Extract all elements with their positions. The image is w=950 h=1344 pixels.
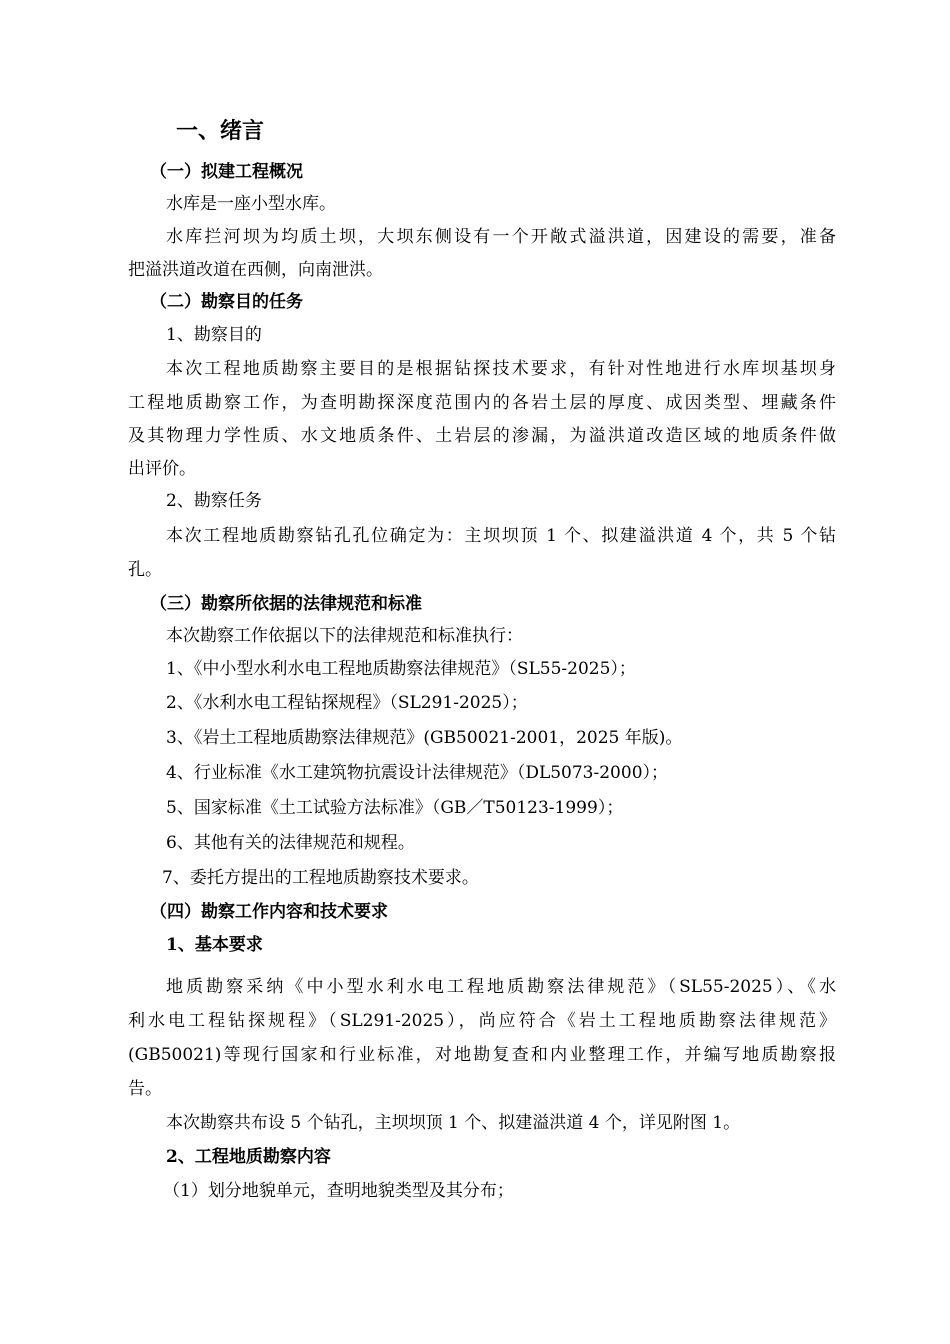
paragraph-line: (GB50021)等现行国家和行业标准，对地勘复查和内业整理工作，并编写地质勘察报 <box>128 1045 836 1065</box>
paragraph-line: 1、勘察目的 <box>166 325 262 345</box>
section-title: 一、绪言 <box>176 118 265 144</box>
paragraph-line: 本次勘察工作依据以下的法律规范和标准执行： <box>166 626 523 646</box>
paragraph-line: 利水电工程钻探规程》（SL291-2025），尚应符合《岩土工程地质勘察法律规范》 <box>128 1011 836 1031</box>
paragraph-line: 本次勘察共布设 5 个钻孔，主坝坝顶 1 个、拟建溢洪道 4 个，详见附图 1。 <box>166 1113 741 1133</box>
subsection-heading: 1、基本要求 <box>166 935 263 955</box>
paragraph-line: 本次工程地质勘察钻孔孔位确定为：主坝坝顶 1 个、拟建溢洪道 4 个，共 5 个钻 <box>166 526 836 546</box>
list-item: 6、其他有关的法律规范和规程。 <box>166 833 415 853</box>
subsection-heading: （四）勘察工作内容和技术要求 <box>150 902 388 922</box>
paragraph-line: 2、勘察任务 <box>166 491 262 511</box>
list-item: 4、行业标准《水工建筑物抗震设计法律规范》（DL5073-2000）； <box>166 763 669 783</box>
subsection-heading: 2、工程地质勘察内容 <box>166 1147 331 1167</box>
subsection-heading: （三）勘察所依据的法律规范和标准 <box>150 594 422 614</box>
paragraph-line: 水库拦河坝为均质土坝，大坝东侧设有一个开敞式溢洪道，因建设的需要，准备 <box>166 227 836 247</box>
paragraph-line: 把溢洪道改道在西侧，向南泄洪。 <box>128 260 383 280</box>
list-item: （1）划分地貌单元，查明地貌类型及其分布； <box>163 1181 514 1201</box>
subsection-heading: （一）拟建工程概况 <box>150 162 303 182</box>
subsection-heading: （二）勘察目的任务 <box>150 292 303 312</box>
paragraph-line: 及其物理力学性质、水文地质条件、土岩层的渗漏，为溢洪道改造区域的地质条件做 <box>128 426 836 446</box>
paragraph-line: 孔。 <box>128 560 162 580</box>
paragraph-line: 水库是一座小型水库。 <box>166 194 336 214</box>
paragraph-line: 出评价。 <box>128 459 196 479</box>
paragraph-line: 工程地质勘察工作，为查明勘探深度范围内的各岩土层的厚度、成因类型、埋藏条件 <box>128 393 836 413</box>
paragraph-line: 告。 <box>128 1079 162 1099</box>
list-item: 3、《岩土工程地质勘察法律规范》(GB50021-2001，2025 年版)。 <box>166 728 683 748</box>
paragraph-line: 本次工程地质勘察主要目的是根据钻探技术要求，有针对性地进行水库坝基坝身 <box>166 359 836 379</box>
list-item: 7、委托方提出的工程地质勘察技术要求。 <box>162 868 479 888</box>
list-item: 5、国家标准《土工试验方法标准》（GB／T50123-1999）； <box>166 798 624 818</box>
list-item: 1、《中小型水利水电工程地质勘察法律规范》（SL55-2025）； <box>166 659 636 679</box>
paragraph-line: 地质勘察采纳《中小型水利水电工程地质勘察法律规范》（SL55-2025）、《水 <box>166 977 836 997</box>
list-item: 2、《水利水电工程钻探规程》（SL291-2025）； <box>166 693 528 713</box>
